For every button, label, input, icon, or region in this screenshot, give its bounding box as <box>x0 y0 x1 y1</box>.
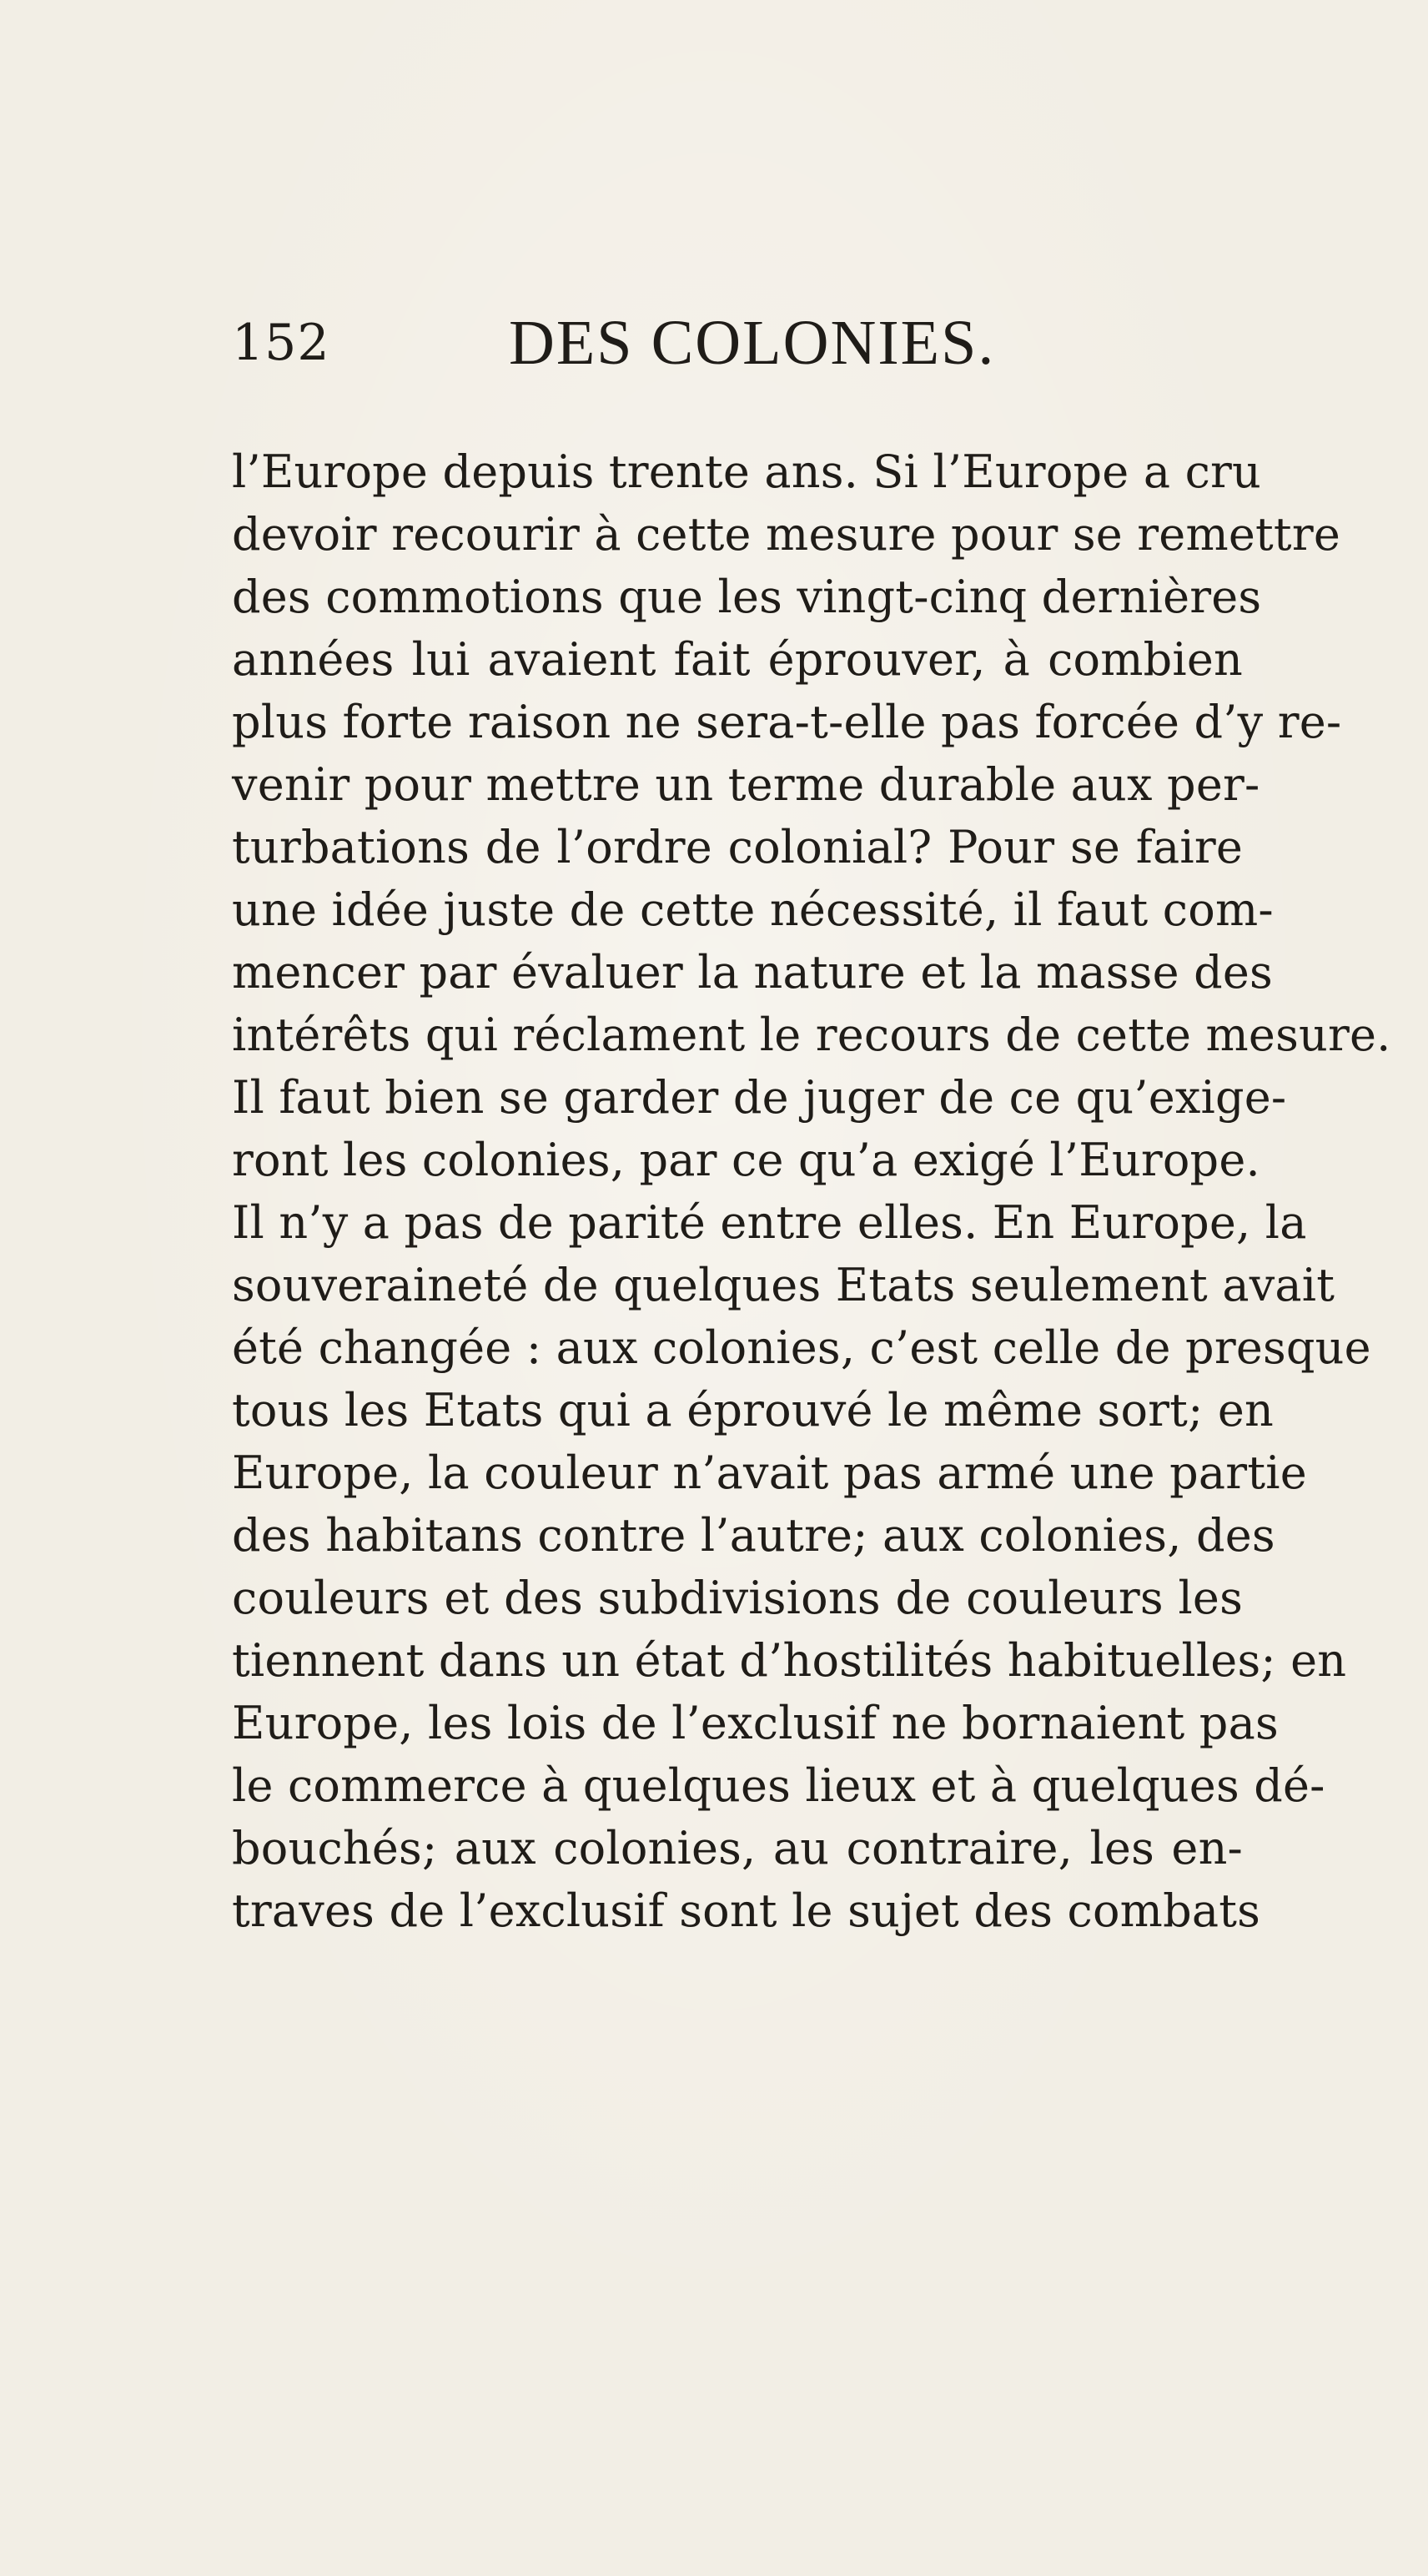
text-line: Il faut bien se garder de juger de ce qu’exige- <box>232 1071 1287 1124</box>
text-line: bouchés; aux colonies, au contraire, les en- <box>232 1822 1243 1874</box>
page-number: 152 <box>232 314 330 372</box>
text-line: des commotions que les vingt-cinq dernières <box>232 571 1262 623</box>
text-line: souveraineté de quelques Etats seulement avait <box>232 1259 1335 1311</box>
text-line: ront les colonies, par ce qu’a exigé l’Europe. <box>232 1134 1260 1186</box>
text-line: des habitans contre l’autre; aux colonies, des <box>232 1509 1275 1562</box>
text-line: été changée : aux colonies, c’est celle de presque <box>232 1321 1371 1374</box>
text-line: années lui avaient fait éprouver, à combien <box>232 633 1243 686</box>
running-title: DES COLONIES. <box>509 308 996 378</box>
body-text <box>232 440 1391 1942</box>
text-line: intérêts qui réclament le recours de cette mesure. <box>232 1009 1391 1061</box>
text-line: une idée juste de cette nécessité, il faut com- <box>232 883 1274 936</box>
text-line: venir pour mettre un terme durable aux per- <box>232 758 1260 811</box>
text-line: turbations de l’ordre colonial? Pour se faire <box>232 821 1243 873</box>
text-line: Europe, la couleur n’avait pas armé une partie <box>232 1446 1307 1499</box>
text-line: tiennent dans un état d’hostilités habituelles; en <box>232 1634 1347 1687</box>
text-line: devoir recourir à cette mesure pour se remettre <box>232 508 1340 561</box>
text-line: couleurs et des subdivisions de couleurs les <box>232 1572 1243 1624</box>
text-line: Europe, les lois de l’exclusif ne bornaient pas <box>232 1697 1279 1749</box>
text-line: le commerce à quelques lieux et à quelques dé- <box>232 1759 1325 1812</box>
text-line: traves de l’exclusif sont le sujet des combats <box>232 1884 1261 1937</box>
running-head <box>232 307 1208 382</box>
text-line: l’Europe depuis trente ans. Si l’Europe a cru <box>232 445 1262 498</box>
text-line: Il n’y a pas de parité entre elles. En Europe, la <box>232 1196 1307 1249</box>
text-line: tous les Etats qui a éprouvé le même sort; en <box>232 1384 1274 1436</box>
text-line: mencer par évaluer la nature et la masse des <box>232 946 1273 999</box>
text-line: plus forte raison ne sera-t-elle pas forcée d’y re- <box>232 696 1342 748</box>
